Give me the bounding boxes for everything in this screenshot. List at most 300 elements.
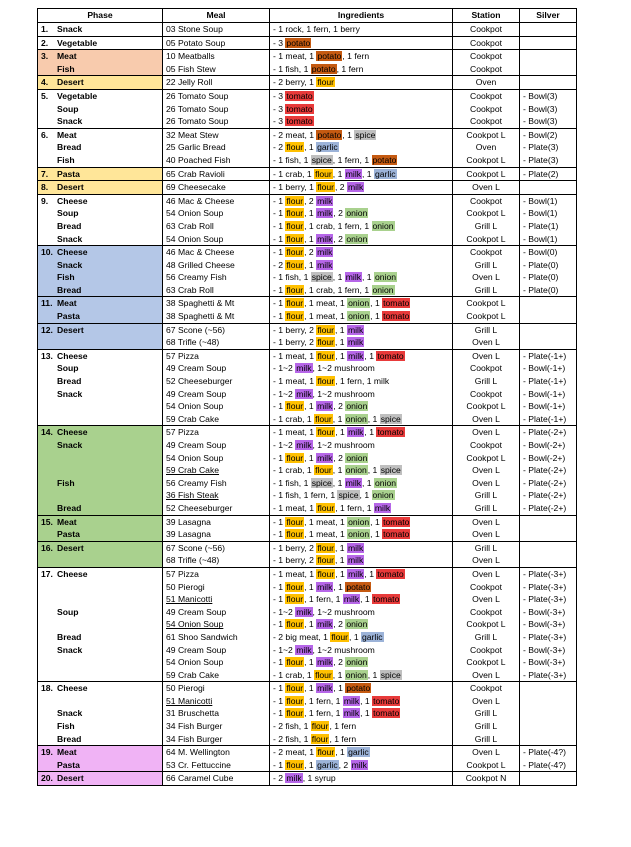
phase-category: Snack <box>57 259 83 270</box>
phase-line <box>41 310 159 323</box>
ingredient-tag-flour: flour <box>317 555 335 566</box>
ingredient-line <box>273 388 449 401</box>
phase-category: Cheese <box>57 568 88 579</box>
silver-cell <box>520 297 577 323</box>
ingredient-line <box>273 310 449 323</box>
silver-value <box>523 772 573 785</box>
phase-line <box>41 388 159 401</box>
ingredient-text: , 1~2 mushroom <box>312 644 375 655</box>
phase-category: Cheese <box>57 247 88 258</box>
meal-name: 32 Meat Stew <box>166 129 219 140</box>
silver-value: - Plate(0) <box>523 284 559 295</box>
meal-cell <box>163 23 270 37</box>
ingredient-tag-milk: milk <box>296 388 312 399</box>
ingredient-tag-milk: milk <box>343 708 360 719</box>
ingredient-tag-flour: flour <box>317 427 335 438</box>
meal-cell <box>163 89 270 128</box>
ingredient-text: - 1~2 <box>273 606 296 617</box>
table-row <box>38 515 577 541</box>
ingredient-text: - 3 <box>273 103 286 114</box>
ingredient-line <box>273 554 449 567</box>
phase-cell <box>38 567 163 681</box>
ingredient-line <box>273 400 449 413</box>
meal-name: 69 Cheesecake <box>166 182 226 193</box>
meal-cell <box>163 194 270 245</box>
ingredient-text: , 1 <box>332 168 345 179</box>
meal-name: 22 Jelly Roll <box>166 77 213 88</box>
phase-category: Desert <box>57 77 84 88</box>
meal-name: 26 Tomato Soup <box>166 103 229 114</box>
ingredient-tag-tomato: tomato <box>383 529 410 540</box>
station-name: Cookpot N <box>465 773 507 784</box>
silver-value <box>523 336 573 349</box>
ingredient-tag-onion: onion <box>345 413 367 424</box>
phase-category: Snack <box>57 440 83 450</box>
phase-line <box>41 233 159 246</box>
ingredient-tag-spice: spice <box>380 413 401 424</box>
ingredient-line <box>273 336 449 349</box>
ingredient-line <box>273 516 449 529</box>
silver-value <box>523 23 573 36</box>
ingredient-text: , 1 <box>304 233 317 244</box>
phase-line <box>41 568 159 581</box>
silver-cell <box>520 23 577 37</box>
phase-line <box>41 542 159 555</box>
station-name: Oven <box>475 142 497 153</box>
silver-value: - Bowl(1) <box>523 208 558 219</box>
meal-name: 56 Creamy Fish <box>166 272 227 283</box>
station-name: Cookpot <box>469 247 502 258</box>
station-cell <box>453 194 520 245</box>
phase-category: Vegetable <box>57 90 98 101</box>
phase-cell <box>38 194 163 245</box>
ingredient-text: - 1 berry, 1 <box>273 182 317 193</box>
ingredient-tag-milk: milk <box>343 695 360 706</box>
ingredient-tag-milk: milk <box>317 259 333 270</box>
ingredient-text: - 1 fish, 1 <box>273 154 311 165</box>
station-name: Cookpot L <box>466 311 506 322</box>
ingredient-tag-flour: flour <box>286 695 304 706</box>
phase-line <box>41 259 159 272</box>
ingredient-line <box>273 324 449 337</box>
ingredient-text: , 1 fern <box>329 721 357 732</box>
phase-line <box>41 464 159 477</box>
station-name: Cookpot <box>469 24 502 34</box>
phase-number: 19. <box>41 747 53 758</box>
silver-value: - Bowl(-3+) <box>523 606 566 617</box>
phase-cell <box>38 772 163 786</box>
station-name: Grill L <box>474 733 498 744</box>
ingredient-text: - 1 meat, 1 <box>273 350 317 361</box>
table-row <box>38 181 577 195</box>
station-cell <box>453 128 520 167</box>
station-name: Grill L <box>474 708 498 719</box>
station-name: Oven L <box>472 529 500 540</box>
meal-name: 31 Bruschetta <box>166 708 220 719</box>
ingredient-tag-milk: milk <box>345 168 362 179</box>
ingredient-text: - 2 fish, 1 <box>273 721 311 732</box>
ingredient-tag-milk: milk <box>296 440 312 450</box>
ingredient-tag-tomato: tomato <box>377 568 404 579</box>
ingredient-text: - 2 <box>273 773 286 784</box>
phase-category: Fish <box>57 154 75 165</box>
ingredient-tag-onion: onion <box>346 657 368 668</box>
meal-cell <box>163 746 270 772</box>
meal-name: 52 Cheeseburger <box>166 502 233 513</box>
ingredient-text: - 1 <box>273 195 286 206</box>
ingredient-line <box>273 720 449 733</box>
ingredient-line <box>273 452 449 465</box>
ingredient-text: , 1~2 mushroom <box>312 388 375 399</box>
ingredient-tag-onion: onion <box>348 516 370 527</box>
station-cell <box>453 323 520 349</box>
ingredient-text: , 1 <box>370 529 383 540</box>
ingredient-tag-milk: milk <box>286 773 302 784</box>
ingredients-cell <box>270 426 453 515</box>
ingredient-tag-onion: onion <box>346 452 368 463</box>
ingredient-line <box>273 759 449 772</box>
ingredient-tag-flour: flour <box>315 669 332 680</box>
ingredient-text: , 1 fern, 1 <box>304 708 343 719</box>
phase-line <box>41 426 159 439</box>
ingredient-line <box>273 477 449 490</box>
header-row <box>38 9 577 23</box>
phase-number: 11. <box>41 298 53 309</box>
ingredient-tag-milk: milk <box>348 568 364 579</box>
ingredients-cell <box>270 246 453 297</box>
meal-name: 49 Cream Soup <box>166 606 227 617</box>
ingredient-tag-onion: onion <box>348 311 370 322</box>
ingredient-text: - 2 fish, 1 <box>273 733 311 744</box>
ingredient-text: , 1 <box>332 669 345 680</box>
phase-line <box>41 772 159 785</box>
station-name: Oven L <box>472 594 500 605</box>
ingredient-text: , 1 <box>364 568 377 579</box>
ingredient-tag-flour: flour <box>317 502 335 513</box>
meal-name: 54 Onion Soup <box>166 619 224 630</box>
ingredient-text: - 2 <box>273 259 286 270</box>
ingredient-line <box>273 542 449 555</box>
phase-number: 18. <box>41 683 53 694</box>
ingredient-tag-spice: spice <box>380 465 401 476</box>
meal-cell <box>163 181 270 195</box>
ingredient-line <box>273 439 449 452</box>
ingredient-text: , 1 meat, 1 <box>304 298 348 309</box>
ingredient-tag-flour: flour <box>317 182 335 193</box>
ingredient-text: , 2 <box>333 233 346 244</box>
silver-value: - Plate(-3+) <box>523 581 567 592</box>
ingredients-cell <box>270 50 453 76</box>
ingredient-text: - 1~2 <box>273 363 296 374</box>
ingredient-line <box>273 23 449 36</box>
phase-line <box>41 452 159 465</box>
meal-name: 68 Trifle (~48) <box>166 337 220 348</box>
ingredient-tag-flour: flour <box>286 401 304 412</box>
station-name: Oven L <box>472 516 500 527</box>
ingredient-tag-flour: flour <box>286 208 304 219</box>
phase-line <box>41 400 159 413</box>
station-name: Cookpot L <box>466 759 506 770</box>
phase-line <box>41 181 159 194</box>
ingredient-line <box>273 502 449 515</box>
ingredient-text: - 2 berry, 1 <box>273 77 317 88</box>
phase-line <box>41 669 159 682</box>
ingredient-line <box>273 656 449 669</box>
station-cell <box>453 167 520 181</box>
phase-line <box>41 324 159 337</box>
phase-line <box>41 350 159 363</box>
ingredient-text: , 1 crab, 1 fern, 1 <box>304 220 372 231</box>
ingredient-text: - 1 <box>273 208 286 219</box>
phase-number: 20. <box>41 773 53 784</box>
ingredient-text: - 1 <box>273 594 286 605</box>
phase-cell <box>38 426 163 515</box>
meal-name: 39 Lasagna <box>166 516 211 527</box>
meal-name: 63 Crab Roll <box>166 284 214 295</box>
table-row <box>38 128 577 167</box>
phase-category: Meat <box>57 747 77 758</box>
ingredient-tag-milk: milk <box>296 363 312 374</box>
ingredient-tag-onion: onion <box>346 233 368 244</box>
meal-name: 10 Meatballs <box>166 51 215 62</box>
ingredient-text: - 1 fish, 1 <box>273 63 311 74</box>
station-name: Oven L <box>472 477 500 488</box>
ingredient-text: - 1 crab, 1 <box>273 168 315 179</box>
station-cell <box>453 746 520 772</box>
silver-value: - Bowl(-2+) <box>523 452 566 463</box>
phase-category: Fish <box>57 272 75 283</box>
phase-cell <box>38 76 163 90</box>
silver-cell <box>520 323 577 349</box>
ingredient-tag-flour: flour <box>315 168 332 179</box>
phase-cell <box>38 541 163 567</box>
table-row <box>38 76 577 90</box>
ingredient-text: - 1 <box>273 619 286 630</box>
phase-line <box>41 63 159 76</box>
ingredient-tag-milk: milk <box>347 542 364 553</box>
phase-category: Meat <box>57 51 77 62</box>
station-name: Cookpot L <box>466 401 506 412</box>
ingredient-text: , 1 meat, 1 <box>304 311 348 322</box>
phase-cell <box>38 36 163 50</box>
meal-cell <box>163 426 270 515</box>
table-row <box>38 541 577 567</box>
phase-category: Pasta <box>57 168 80 179</box>
station-name: Oven L <box>472 427 500 438</box>
silver-value: - Plate(-3+) <box>523 594 567 605</box>
station-name: Cookpot L <box>466 452 506 463</box>
phase-line <box>41 593 159 606</box>
silver-value <box>523 733 573 746</box>
station-name: Oven L <box>472 350 500 361</box>
ingredient-text: - 1 meat, 1 <box>273 427 317 438</box>
meal-name: 51 Manicotti <box>166 594 213 605</box>
ingredient-text: , 1 <box>304 208 317 219</box>
ingredient-line <box>273 50 449 63</box>
ingredient-tag-flour: flour <box>286 452 304 463</box>
meal-name: 63 Crab Roll <box>166 220 214 231</box>
ingredient-text: , 1 <box>304 657 317 668</box>
ingredient-tag-spice: spice <box>338 490 359 501</box>
meal-name: 54 Onion Soup <box>166 208 224 219</box>
meal-name: 57 Pizza <box>166 350 199 361</box>
ingredient-line <box>273 682 449 695</box>
ingredient-tag-flour: flour <box>317 568 335 579</box>
ingredient-tag-flour: flour <box>286 142 304 153</box>
ingredient-line <box>273 246 449 259</box>
ingredient-text: - 1 <box>273 683 286 694</box>
ingredient-line <box>273 220 449 233</box>
meal-name: 49 Cream Soup <box>166 440 227 450</box>
ingredient-text: , 2 <box>333 619 346 630</box>
station-name: Cookpot <box>469 116 502 127</box>
ingredients-cell <box>270 128 453 167</box>
ingredient-text: , 1 fern, 1 <box>304 695 343 706</box>
ingredient-text: - 1 berry, 2 <box>273 324 317 335</box>
table-row <box>38 167 577 181</box>
ingredient-tag-flour: flour <box>317 376 335 387</box>
station-name: Grill L <box>474 324 498 335</box>
ingredient-line <box>273 259 449 272</box>
table-row <box>38 36 577 50</box>
silver-value <box>523 76 573 89</box>
ingredient-tag-milk: milk <box>374 502 391 513</box>
ingredient-line <box>273 141 449 154</box>
table-row <box>38 23 577 37</box>
ingredient-tag-tomato: tomato <box>383 311 410 322</box>
phase-cell <box>38 682 163 746</box>
ingredient-tag-milk: milk <box>317 401 333 412</box>
phase-category: Bread <box>57 631 82 642</box>
ingredient-tag-milk: milk <box>347 337 364 348</box>
phase-category: Bread <box>57 502 82 513</box>
ingredient-text: - 1 <box>273 657 286 668</box>
ingredient-tag-potato: potato <box>346 581 371 592</box>
phase-line <box>41 733 159 746</box>
ingredient-line <box>273 669 449 682</box>
ingredient-line <box>273 644 449 657</box>
station-cell <box>453 297 520 323</box>
header-meal: Meal <box>163 9 270 23</box>
silver-cell <box>520 426 577 515</box>
silver-cell <box>520 167 577 181</box>
ingredient-tag-potato: potato <box>346 683 371 694</box>
meal-name: 54 Onion Soup <box>166 401 224 412</box>
ingredient-text: - 2 meat, 1 <box>273 129 317 140</box>
phase-category: Soup <box>57 208 79 219</box>
ingredient-tag-flour: flour <box>286 657 304 668</box>
ingredients-cell <box>270 167 453 181</box>
ingredient-line <box>273 129 449 142</box>
ingredients-cell <box>270 682 453 746</box>
ingredient-tag-potato: potato <box>317 129 342 140</box>
ingredient-tag-milk: milk <box>347 182 364 193</box>
ingredient-text: , 1 <box>332 465 345 476</box>
meal-cell <box>163 297 270 323</box>
station-name: Grill L <box>474 259 498 270</box>
phase-category: Snack <box>57 233 83 244</box>
phase-line <box>41 220 159 233</box>
ingredient-tag-onion: onion <box>346 401 368 412</box>
station-cell <box>453 23 520 37</box>
ingredients-cell <box>270 181 453 195</box>
meal-name: 46 Mac & Cheese <box>166 195 235 206</box>
silver-cell <box>520 128 577 167</box>
ingredient-text: , 1 <box>333 683 346 694</box>
ingredient-text: , 1 <box>304 683 317 694</box>
ingredient-line <box>273 618 449 631</box>
ingredient-text: , 1 meat, 1 <box>304 529 348 540</box>
ingredient-text: , 2 <box>333 208 346 219</box>
ingredient-tag-flour: flour <box>286 683 304 694</box>
silver-value <box>523 542 573 555</box>
ingredient-tag-spice: spice <box>355 129 376 140</box>
ingredient-tag-tomato: tomato <box>383 516 410 527</box>
station-cell <box>453 50 520 76</box>
silver-value: - Bowl(-2+) <box>523 440 566 450</box>
ingredient-tag-flour: flour <box>286 298 304 309</box>
ingredient-text: - 1 berry, 2 <box>273 337 317 348</box>
ingredient-text: , 1 <box>333 581 346 592</box>
ingredient-text: , 1~2 mushroom <box>312 440 375 450</box>
ingredient-text: - 1 fish, 1 fern, 1 <box>273 490 338 501</box>
station-name: Oven L <box>472 413 500 424</box>
ingredient-text: , 1 <box>335 555 347 566</box>
ingredient-tag-garlic: garlic <box>317 142 338 153</box>
phase-number: 1. <box>41 24 49 34</box>
phase-line <box>41 246 159 259</box>
phase-line <box>41 554 159 567</box>
silver-cell <box>520 682 577 746</box>
ingredient-line <box>273 413 449 426</box>
ingredient-text: - 3 <box>273 90 286 101</box>
ingredient-text: , 2 <box>304 195 317 206</box>
ingredient-line <box>273 233 449 246</box>
phase-category: Bread <box>57 376 82 387</box>
station-cell <box>453 772 520 786</box>
ingredient-tag-tomato: tomato <box>373 594 400 605</box>
ingredient-text: - 1~2 <box>273 388 296 399</box>
meal-name: 54 Onion Soup <box>166 657 224 668</box>
ingredient-tag-flour: flour <box>286 195 304 206</box>
ingredient-tag-milk: milk <box>317 452 333 463</box>
ingredient-text: - 1 <box>273 401 286 412</box>
ingredient-text: - 2 meat, 1 <box>273 747 317 758</box>
phase-cell <box>38 746 163 772</box>
ingredient-text: - 2 big meat, 1 <box>273 631 331 642</box>
meal-name: 61 Shoo Sandwich <box>166 631 238 642</box>
phase-line <box>41 656 159 669</box>
meal-name: 26 Tomato Soup <box>166 116 229 127</box>
meal-name: 59 Crab Cake <box>166 465 220 476</box>
phase-line <box>41 707 159 720</box>
station-name: Grill L <box>474 490 498 501</box>
ingredient-tag-potato: potato <box>311 63 336 74</box>
ingredient-line <box>273 707 449 720</box>
station-name: Cookpot L <box>466 233 506 244</box>
ingredient-text: , 1 <box>332 413 345 424</box>
ingredient-text: - 3 <box>273 116 286 127</box>
phase-number: 16. <box>41 542 53 553</box>
ingredient-line <box>273 271 449 284</box>
meal-cell <box>163 50 270 76</box>
phase-cell <box>38 128 163 167</box>
phase-line <box>41 682 159 695</box>
ingredient-tag-milk: milk <box>347 555 364 566</box>
ingredient-text: , 1 <box>304 619 317 630</box>
station-cell <box>453 515 520 541</box>
ingredient-tag-garlic: garlic <box>317 759 338 770</box>
